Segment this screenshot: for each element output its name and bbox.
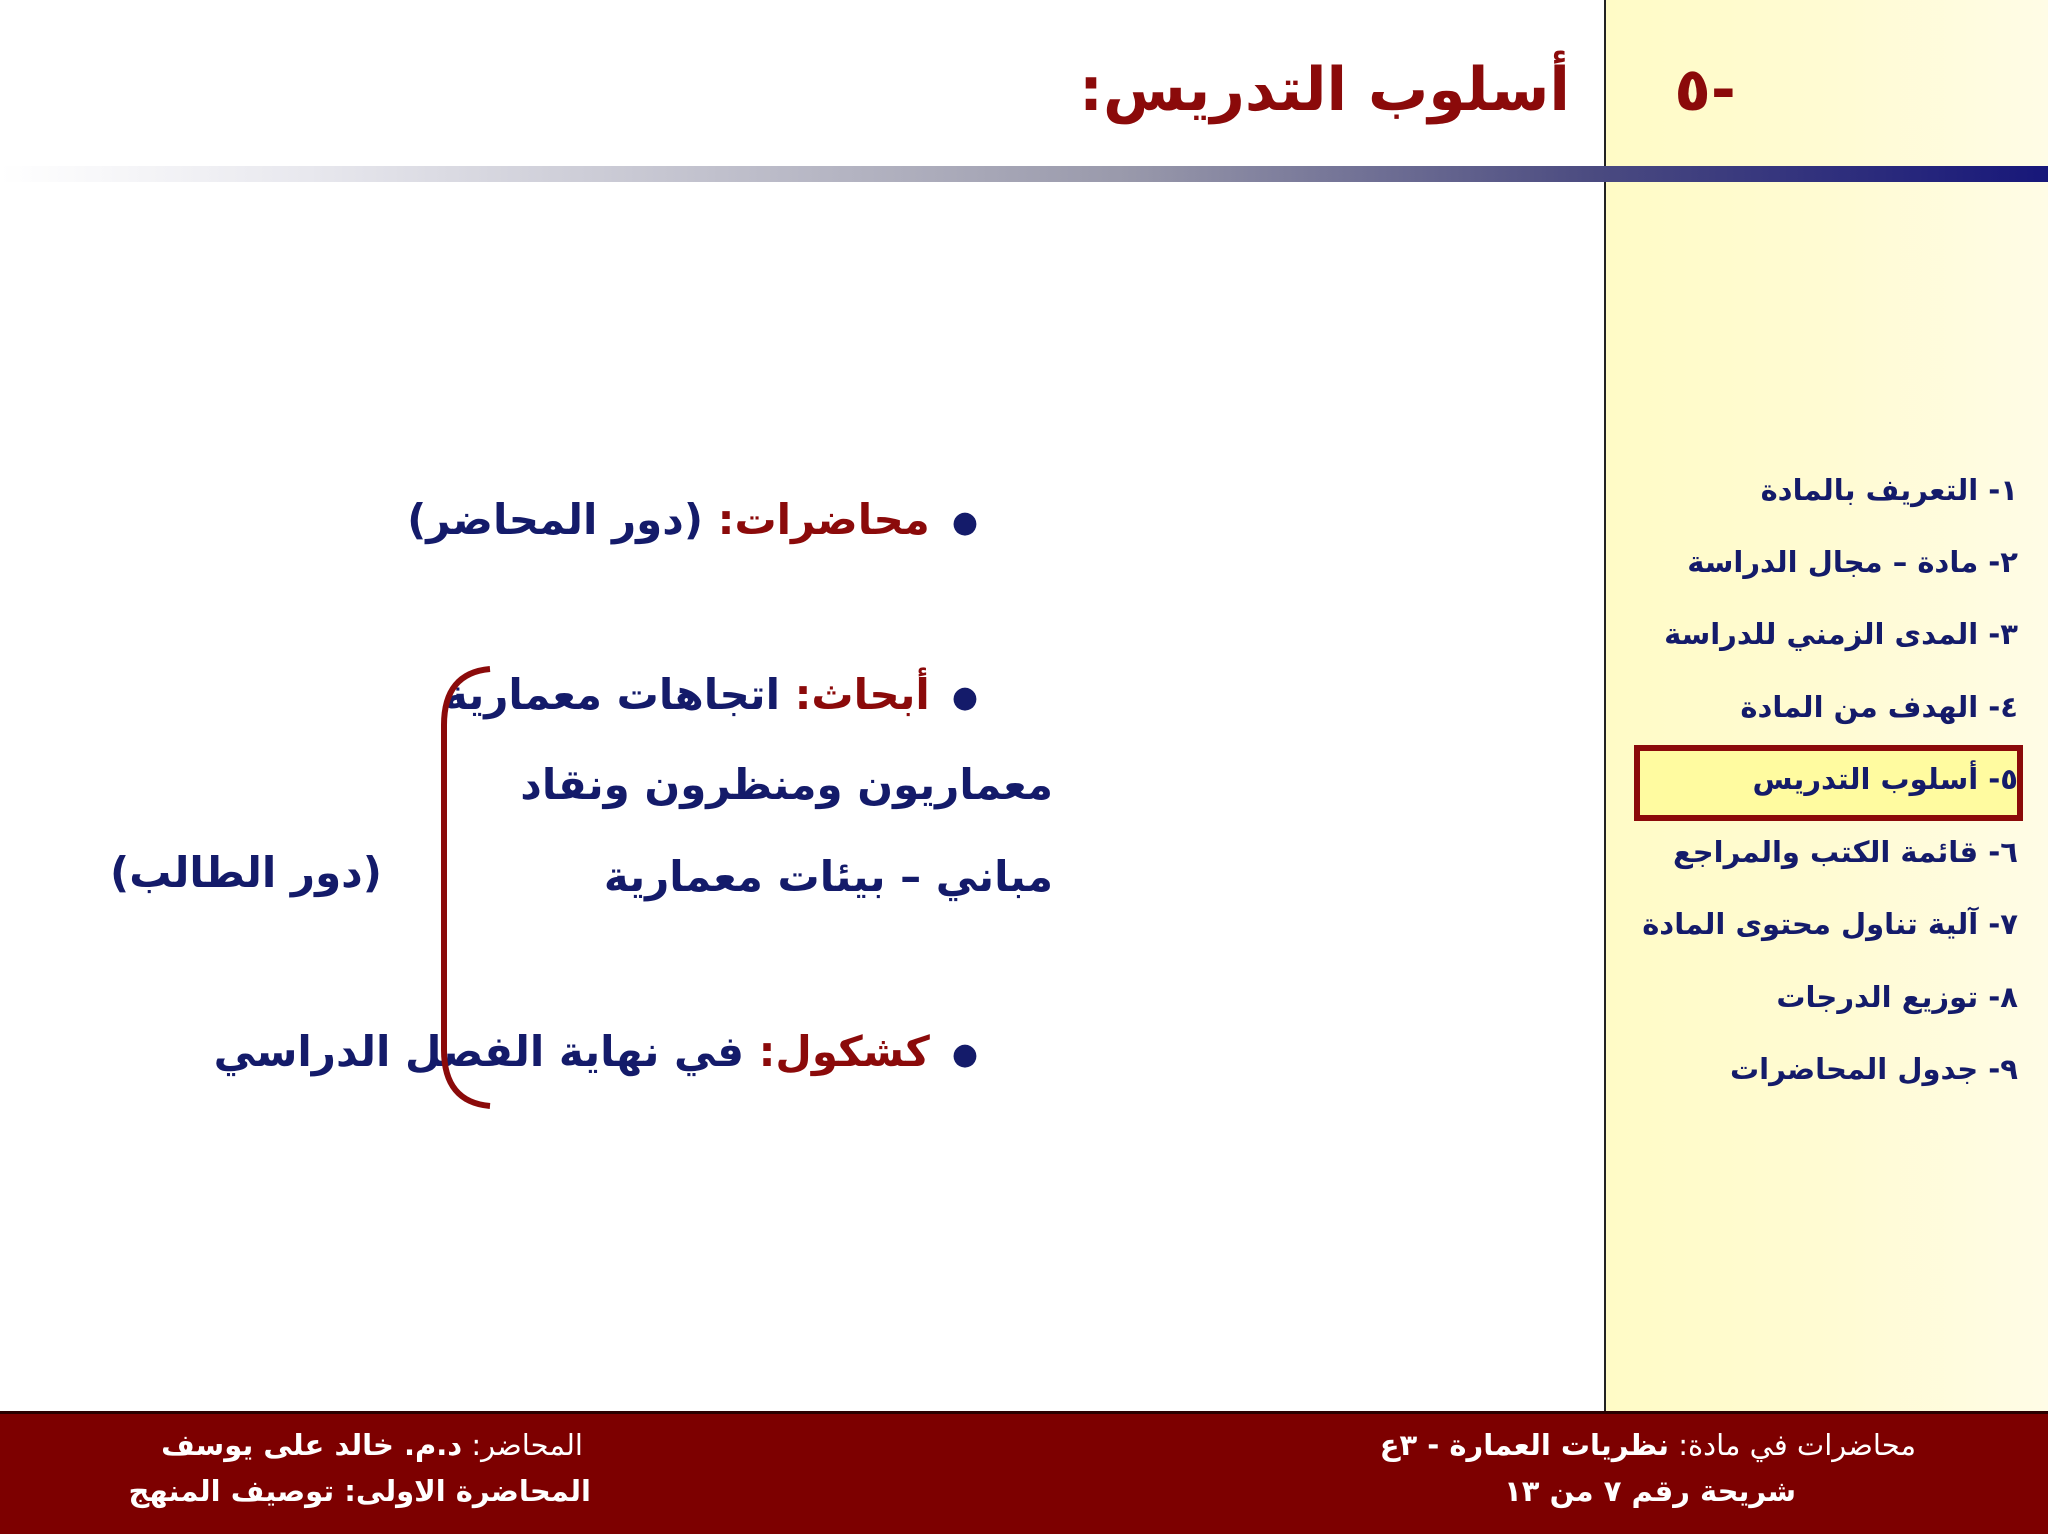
bullet-lectures [407,495,978,544]
footer-lecturer [161,1428,583,1462]
nav-item-study-duration[interactable]: ٣- المدى الزمني للدراسة [1664,617,2018,651]
nav-item-teaching-method[interactable]: ٥- أسلوب التدريس [1752,762,2018,796]
footer-course-prefix: محاضرات في مادة: [1678,1428,1916,1462]
footer-lecturer-prefix: المحاضر: [471,1428,583,1462]
nav-item-grade-distribution[interactable]: ٨- توزيع الدرجات [1776,980,2018,1014]
bullet-dot: ● [951,1037,978,1072]
nav-item-books-references[interactable]: ٦- قائمة الكتب والمراجع [1672,835,2018,869]
nav-item-course-definition[interactable]: ١- التعريف بالمادة [1760,473,2018,507]
nav-item-course-goal[interactable]: ٤- الهدف من المادة [1740,690,2018,724]
research-line: معماريون ومنظرون ونقاد [520,760,1053,809]
nav-item-lecture-schedule[interactable]: ٩- جدول المحاضرات [1730,1052,2018,1086]
footer-course [1380,1428,1916,1462]
section-number: ٥- [1674,55,1736,125]
panel-divider [1604,0,1606,1411]
bullet-dot: ● [951,505,978,540]
nav-item-study-field[interactable]: ٢- مادة – مجال الدراسة [1687,545,2018,579]
bullet-label: محاضرات: [717,495,930,544]
slide-title: أسلوب التدريس: [1079,55,1570,125]
nav-item-content-approach[interactable]: ٧- آلية تناول محتوى المادة [1642,907,2018,941]
student-role-label: (دور الطالب) [110,848,382,897]
footer-lecturer-name: د.م. خالد على يوسف [161,1428,463,1462]
footer-lecture-title: المحاضرة الاولى: توصيف المنهج [128,1474,591,1508]
header-rule [0,166,2048,182]
footer-course-name: نظريات العمارة - ٣ع [1379,1428,1669,1462]
footer-bar [0,1411,2048,1534]
bullet-label: كشكول: [758,1027,930,1076]
bullet-text: (دور المحاضر) [407,495,704,544]
bullet-text: في نهاية الفصل الدراسي [213,1027,745,1076]
bullet-label: أبحاث: [794,670,930,719]
research-line: مباني – بيئات معمارية [603,852,1053,901]
grouping-bracket [434,665,494,1110]
bullet-dot: ● [951,680,978,715]
footer-slide-counter: شريحة رقم ٧ من ١٣ [1504,1474,1796,1508]
bullet-notebook [214,1027,978,1076]
bullet-text: اتجاهات معمارية [442,670,780,719]
bullet-research [443,670,978,719]
